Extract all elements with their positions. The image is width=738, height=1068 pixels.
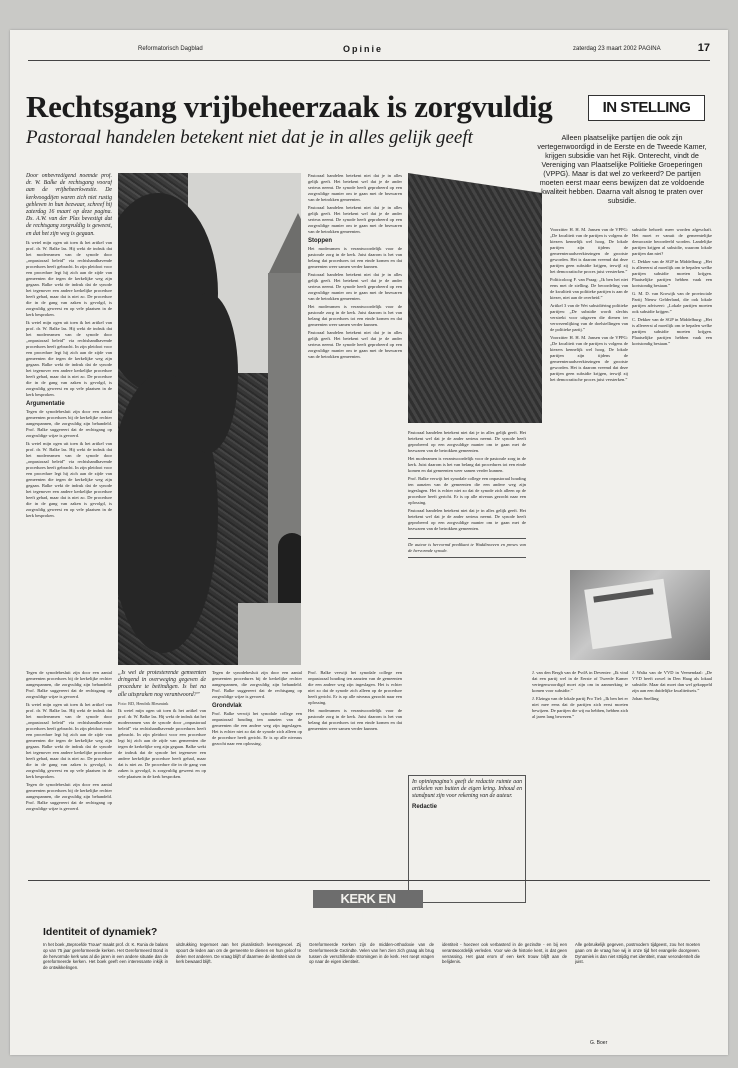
- kew-column-4: identiteit - hoezeer ook verbasterd in de gezindte - en bij een verantwoordelijk verleden. Voor wie de historie kent, is dat geen verrassing. Het gaat erom of een kerk trouw blijft aan de belijdenis.: [442, 942, 567, 965]
- section-heading: Stoppen: [308, 238, 332, 244]
- kew-column-1: In het boek „Beproefde Trouw” maakt prof. dr. K. Runia de balans op van 75 jaar gereformeerde kerken. Het Gereformeerd Bond in de hervormde kerk was al die jaren in een andere situatie dan de gereformeerde kerken. Het boek geeft een interessante inkijk in de ontwikkelingen.: [43, 942, 168, 971]
- article-paragraph: Pastoraal handelen betekent niet dat je in alles gelijk geeft. Het betekent wel dat je de ander serieus neemt. De synode heeft geprobeerd op een zorgvuldige manier om te gaan met de bezwaren van de betrokken gemeenten.: [308, 330, 402, 359]
- article-paragraph: Tegen de synodebesluit zijn door een aantal gemeenten procedures bij de kerkelijke rechter aangespannen, die zorgvuldig zijn behandeld. Prof. Balke suggereert dat de rechtsgang op zorgvuldige wijze is gevoerd.: [212, 670, 302, 699]
- article-paragraph: Prof. Balke verwijt het synodale college een onpastoraal houding ten aanzien van de gemeenten die een andere weg zijn ingeslagen. Het is echter niet zo dat de synode zich alleen op de procedure heeft gericht. Er is op alle niveaus gezocht naar een oplossing.: [308, 670, 402, 705]
- header-rule: [28, 60, 710, 61]
- article-column-2b: [212, 670, 302, 870]
- page-header: [28, 44, 710, 58]
- kew-column-3: Gereformeerde Kerken zijn de midden-orthodoxie van de Gereformeerde Gezindte. Velen van hen zien zich graag als brug tussen de verschillende stromingen in de kerk. Het roept vragen op naar de eigen identiteit.: [309, 942, 434, 965]
- newspapers-photo: [570, 570, 710, 660]
- kerk-en-wereld-logo: KERK EN WERELD: [313, 890, 423, 908]
- stelling-paragraph: subsidie behoeft meer worden afgeschaft. Het moet er vanuit de gemeentelijke democratie beoordeeld worden. Landelijke partijen krijgen al subsidie, waarom lokale partijen dan niet?: [632, 227, 712, 256]
- article-paragraph: Pastoraal handelen betekent niet dat je in alles gelijk geeft. Het betekent wel dat je de ander serieus neemt. De synode heeft geprobeerd op een zorgvuldige manier om te gaan met de bezwaren van de betrokken gemeenten.: [308, 272, 402, 301]
- article-paragraph: Pastoraal handelen betekent niet dat je in alles gelijk geeft. Het betekent wel dat je de ander serieus neemt. De synode heeft geprobeerd op een zorgvuldige manier om te gaan met de bezwaren van de betrokken gemeenten.: [408, 508, 526, 531]
- stelling-paragraph: C. Dekker van de SGP in Middelburg: „Het is allereerst al moeilijk om te bepalen welke partijen subsidie moeten krijgen. Plaatselijke partijen hebben vaak een kortstondig bestaan.”: [632, 259, 712, 288]
- stelling-paragraph: C. Dekker van de SGP in Middelburg: „Het is allereerst al moeilijk om te bepalen welke partijen subsidie moeten krijgen. Plaatselijke partijen hebben vaak een kortstondig bestaan.”: [632, 317, 712, 346]
- kew-title: Identiteit of dynamiek?: [43, 926, 158, 938]
- stelling-paragraph: J. Walta van de VVD in Veenendaal: „De VVD heeft zowel in Den Haag als lokaal subsidie. Maar dat moet dan wel gekoppeld zijn aan een duidelijke kwaliteitseis.”: [632, 670, 712, 693]
- article-paragraph: Het moderamen is verantwoordelijk voor de pastorale zorg in de kerk. Juist daarom is het van belang dat procedures tot een einde komen en dat gemeenten weer samen verder kunnen.: [308, 304, 402, 327]
- stelling-paragraph: Politicoloog F. van Praag: „Ik ben het niet eens met de stelling. De beoordeling van de kwaliteit van politieke partijen is aan de kiezer, niet aan de overheid.”: [550, 277, 628, 300]
- article-column-4: [408, 430, 526, 770]
- stelling-paragraph: J. Elzinga van de lokale partij Pro Tiel: „Ik ben het er niet mee eens dat de partijen zich eerst moeten bewijzen. De partijen die wij nu hebben, hebben zich al jaren lang bewezen.”: [532, 696, 628, 719]
- article-paragraph: Het moderamen is verantwoordelijk voor de pastorale zorg in de kerk. Juist daarom is het van belang dat procedures tot een einde komen en dat gemeenten weer samen verder kunnen.: [308, 246, 402, 269]
- trees-photo: [408, 173, 542, 423]
- kew-column-5: Alle gebruikelijk gegeven, postmodern tijdgeest, zou het moeten gaan om de vraag hoe wij in onze tijd het evangelie doorgeven. Dynamiek is dan niet strijdig met identiteit, maar veronderstelt die juist.: [575, 942, 700, 965]
- photo-credit: Foto: RD, Hendrik Bleumink: [118, 700, 169, 706]
- article-column-1b: [26, 670, 112, 870]
- section-heading: Grondvlak: [212, 703, 242, 709]
- article-paragraph: Prof. Balke verwijt het synodale college een onpastoraal houding ten aanzien van de gemeenten die een andere weg zijn ingeslagen. Het is echter niet zo dat de synode zich alleen op de procedure heeft gericht. Er is op alle niveaus gezocht naar een oplossing.: [408, 476, 526, 505]
- stelling-paragraph: G. M. D. van Krowijk van de provinciale Partij Nieuw Gelderland, die ook lokale partijen adviseert: „Lokale partijen moeten ook subsidie krijgen.”: [632, 291, 712, 314]
- author-note: De auteur is hervormd predikant te Waddinxveen en preses van de hervormde synode.: [408, 538, 526, 558]
- article-paragraph: Ik wetel mijn ogen uit toen ik het artikel van prof. dr. W. Balke las. Hij wekt de indruk dat het modereamen van de synode door „onpastoraal beleid” via rechtshandhavende procedures heeft gebracht. In zijn pleidooi voor een procedure legt hij zich aan de zijde van gemeenten die tegen de kerkelijke weg zijn gegaan. Balke wekt de indruk dat de synode het tegenover een andere kerkelijke procedure heeft gehad, maar dat is niet zo. De procedure die in de gang van zaken is gevolgd, is zorgvuldig geweest en op vele plaatsen in de kerk besproken.: [26, 239, 112, 317]
- stelling-intro: Alleen plaatselijke partijen die ook zijn vertegenwoordigd in de Eerste en de Tweede Kamer, krijgen subsidie van het Rijk. Onterecht, vindt de Vereniging van Plaatselijke Politieke Groeperingen (VPPG). Maar is dat wel zo verkeerd? De partijen moeten eerst maar eens bewijzen dat ze voldoende kwaliteit hebben. Daarna valt alsnog te praten over subsidie.: [537, 133, 707, 205]
- section-heading: Argumentatie: [26, 400, 65, 407]
- redactie-text: In opiniepagina's geeft de redactie ruimte aan artikelen van buiten de eigen kring. Inhoud en standpunt zijn voor rekening van de auteur.: [412, 779, 522, 800]
- stelling-column-2: [632, 227, 712, 557]
- article-paragraph: Ik wetel mijn ogen uit toen ik het artikel van prof. dr. W. Balke las. Hij wekt de indruk dat het modereamen van de synode door „onpastoraal beleid” via rechtshandhavende procedures heeft gebracht. In zijn pleidooi voor een procedure legt hij zich aan de zijde van gemeenten die tegen de kerkelijke weg zijn gegaan. Balke wekt de indruk dat de synode het tegenover een andere kerkelijke procedure heeft gehad, maar dat is niet zo. De procedure die in de gang van zaken is gevolgd, is zorgvuldig geweest en op vele plaatsen in de kerk besproken.: [26, 440, 112, 518]
- article-paragraph: Het moderamen is verantwoordelijk voor de pastorale zorg in de kerk. Juist daarom is het van belang dat procedures tot een einde komen en dat gemeenten weer samen verder kunnen.: [308, 708, 402, 731]
- article-paragraph: Tegen de synodebesluit zijn door een aantal gemeenten procedures bij de kerkelijke rechter aangespannen, die zorgvuldig zijn behandeld. Prof. Balke suggereert dat de rechtsgang op zorgvuldige wijze is gevoerd.: [26, 782, 112, 811]
- church-photo: [118, 173, 301, 665]
- article-column-1: [26, 173, 112, 663]
- article-paragraph: Ik wetel mijn ogen uit toen ik het artikel van prof. dr. W. Balke las. Hij wekt de indruk dat het modereamen van de synode door „onpastoraal beleid” via rechtshandhavende procedures heeft gebracht. In zijn pleidooi voor een procedure legt hij zich aan de zijde van gemeenten die tegen de kerkelijke weg zijn gegaan. Balke wekt de indruk dat de synode het tegenover een andere kerkelijke procedure heeft gehad, maar dat is niet zo. De procedure die in de gang van zaken is gevolgd, is zorgvuldig geweest en op vele plaatsen in de kerk besproken.: [26, 702, 112, 779]
- article-subhead: Pastoraal handelen betekent niet dat je in alles gelijk geeft: [26, 127, 473, 148]
- article-paragraph: Pastoraal handelen betekent niet dat je in alles gelijk geeft. Het betekent wel dat je de ander serieus neemt. De synode heeft geprobeerd op een zorgvuldige manier om te gaan met de bezwaren van de betrokken gemeenten.: [308, 173, 402, 202]
- pull-quote: „Is wel de protesterende gemeenten dringend in overweging gegeven de procedure te beëindigen. Is het na alle uitspraken nog verantwoord?”: [118, 670, 206, 698]
- article-paragraph: Tegen de synodebesluit zijn door een aantal gemeenten procedures bij de kerkelijke rechter aangespannen, die zorgvuldig zijn behandeld. Prof. Balke suggereert dat de rechtsgang op zorgvuldige wijze is gevoerd.: [26, 670, 112, 699]
- article-paragraph: Pastoraal handelen betekent niet dat je in alles gelijk geeft. Het betekent wel dat je de ander serieus neemt. De synode heeft geprobeerd op een zorgvuldige manier om te gaan met de bezwaren van de betrokken gemeenten.: [308, 205, 402, 234]
- article-lead: Door onbevredigend noemde prof. dr. W. Balke de rechtsgang vooraf aan de vrijbeheerkwestie. De kerkvoogdijen waren zich niet rustig gebleven in hun bezwaar, schreef hij zaterdag 16 maart op deze pagina. Ds. A.W. van der Plas bevestigt dat de rechtsgang zorgvuldig is geweest, en dat het zijn weg is gegaan.: [26, 173, 112, 237]
- article-column-2a: [118, 670, 206, 870]
- stelling-column-3: [532, 670, 628, 870]
- paper-name: Reformatorisch Dagblad: [138, 46, 203, 52]
- in-stelling-logo: IN STELLING: [588, 95, 705, 121]
- section-name: Opinie: [343, 44, 384, 54]
- stelling-column-1: [550, 227, 628, 557]
- kew-signoff: G. Boer: [590, 1040, 608, 1046]
- article-paragraph: Pastoraal handelen betekent niet dat je in alles gelijk geeft. Het betekent wel dat je de ander serieus neemt. De synode heeft geprobeerd op een zorgvuldige manier om te gaan met de bezwaren van de betrokken gemeenten.: [408, 430, 526, 453]
- stelling-paragraph: Voorzitter H. H. M. Jansen van de VPPG: „De kwaliteit van de partijen is volgens de kiezers kennelijk wel hoog. De lokale partijen zijn tijdens de gemeenteraadsverkiezingen de grootste geworden. Het is daarom vreemd dat deze partijen geen subsidie krijgen, terwijl zij het democratische proces juist versterken.”: [550, 227, 628, 274]
- kerk-en-wereld-rule: [28, 880, 710, 881]
- article-paragraph: Prof. Balke verwijt het synodale college een onpastoraal houding ten aanzien van de gemeenten die een andere weg zijn ingeslagen. Het is echter niet zo dat de synode zich alleen op de procedure heeft gericht. Er is op alle niveaus gezocht naar een oplossing.: [212, 711, 302, 746]
- redactie-box: [408, 775, 526, 903]
- stelling-paragraph: Voorzitter H. H. M. Jansen van de VPPG: „De kwaliteit van de partijen is volgens de kiezers kennelijk wel hoog. De lokale partijen zijn tijdens de gemeenteraadsverkiezingen de grootste geworden. Het is daarom vreemd dat deze partijen geen subsidie krijgen, terwijl zij het democratische proces juist versterken.”: [550, 335, 628, 382]
- article-paragraph: Tegen de synodebesluit zijn door een aantal gemeenten procedures bij de kerkelijke rechter aangespannen, die zorgvuldig zijn behandeld. Prof. Balke suggereert dat de rechtsgang op zorgvuldige wijze is gevoerd.: [26, 408, 112, 438]
- article-paragraph: Het moderamen is verantwoordelijk voor de pastorale zorg in de kerk. Juist daarom is het van belang dat procedures tot een einde komen en dat gemeenten weer samen verder kunnen.: [408, 456, 526, 473]
- article-headline: Rechtsgang vrijbeheerzaak is zorgvuldig: [26, 89, 553, 124]
- stelling-signoff: Johan Snelling: [632, 696, 659, 701]
- article-paragraph: Ik wetel mijn ogen uit toen ik het artikel van prof. dr. W. Balke las. Hij wekt de indruk dat het modereamen van de synode door „onpastoraal beleid” via rechtshandhavende procedures heeft gebracht. In zijn pleidooi voor een procedure legt hij zich aan de zijde van gemeenten die tegen de kerkelijke weg zijn gegaan. Balke wekt de indruk dat de synode het tegenover een andere kerkelijke procedure heeft gehad, maar dat is niet zo. De procedure die in de gang van zaken is gevolgd, is zorgvuldig geweest en op vele plaatsen in de kerk besproken.: [26, 319, 112, 397]
- article-column-3: [308, 173, 402, 663]
- article-paragraph: Ik wetel mijn ogen uit toen ik het artikel van prof. dr. W. Balke las. Hij wekt de indruk dat het modereamen van de synode door „onpastoraal beleid” via rechtshandhavende procedures heeft gebracht. In zijn pleidooi voor een procedure legt hij zich aan de zijde van gemeenten die tegen de kerkelijke weg zijn gegaan. Balke wekt de indruk dat de synode het tegenover een andere kerkelijke procedure heeft gehad, maar dat is niet zo. De procedure die in de gang van zaken is gevolgd, is zorgvuldig geweest en op vele plaatsen in de kerk besproken.: [118, 708, 206, 780]
- newspaper-page: [10, 30, 728, 1055]
- stelling-paragraph: Artikel 3 van de Wet subsidiëring politieke partijen: „De subsidie wordt slechts verstrekt voor uitgaven die dienen ter verwezenlijking van de doelstellingen van de politieke partij.”: [550, 303, 628, 332]
- kew-column-2: uitdrukking tegemoet aan het pluralistisch levensgevoel. Zij spoort de leden aan om de gemeente te dienen en hun geloof te delen met anderen. De vraag blijft of daarmee de identiteit van de kerk bewaard blijft.: [176, 942, 301, 965]
- stelling-column-4: [632, 670, 712, 870]
- issue-date: zaterdag 23 maart 2002 PAGINA: [573, 46, 661, 52]
- redactie-label: Redactie: [412, 803, 438, 810]
- article-column-3b: [308, 670, 402, 870]
- page-number: 17: [697, 42, 710, 54]
- stelling-paragraph: J. van den Bergh van de PvdA in Deventer: „Ik vind dat een partij wel in de Eerste of Tweede Kamer vertegenwoordigd moet zijn om in aanmerking te komen voor subsidie.”: [532, 670, 628, 693]
